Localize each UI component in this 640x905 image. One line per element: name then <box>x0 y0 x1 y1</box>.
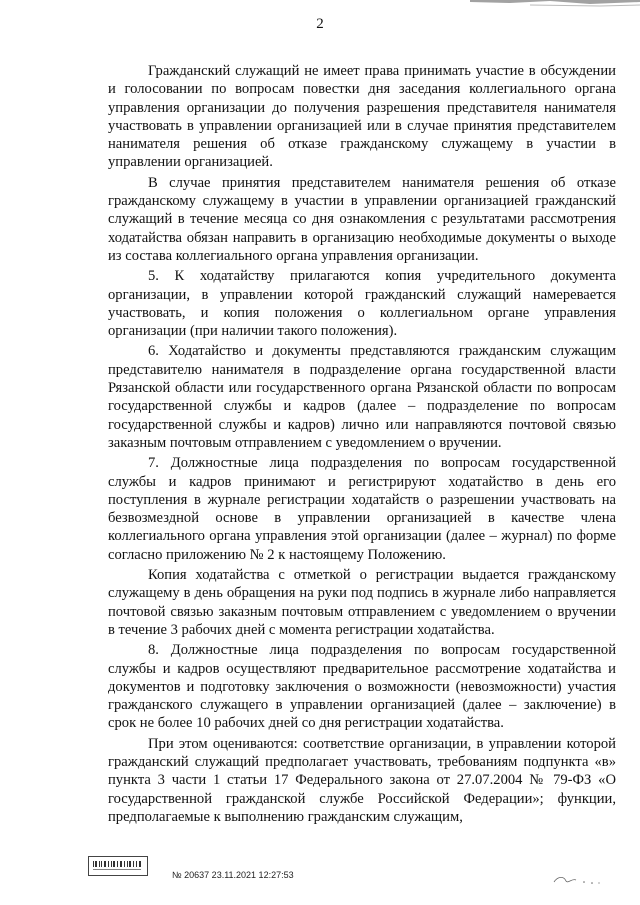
paragraph: Гражданский служащий не имеет права принимать участие в обсуждении и голосовании по вопросам повестки дня заседания коллегиального органа управления организации до получения разрешения представителя нанимателя участвовать в управлении организацией или в случае принятия представителем нанимателя решения об отказе гражданскому служащему в участии в управлении организацией. <box>108 63 616 171</box>
handwritten-mark <box>552 872 604 888</box>
paragraph: 7. Должностные лица подразделения по вопросам государственной службы и кадров принимают и регистрируют ходатайство в день его поступления в журнале регистрации ходатайств о разрешении участвовать на безвозмездной основе в управлении организацией в качестве члена коллегиального органа управления этой организации (далее – журнал) по форме согласно приложению № 2 к настоящему Положению. <box>108 455 616 563</box>
barcode-stamp <box>88 856 148 876</box>
scan-edge-mark <box>470 0 640 8</box>
paragraph: В случае принятия представителем нанимателя решения об отказе гражданскому служащему в участии в управлении организацией гражданский служащий в течение месяца со дня ознакомления с результатами рассмотрения ходатайства обязан направить в организацию необходимые документы о выходе из состава коллегиального органа управления организации. <box>108 174 616 264</box>
paragraph: Копия ходатайства с отметкой о регистрации выдается гражданскому служащему в день обращения на руки под подпись в журнале либо направляется почтовой связью заказным почтовым отправлением с уведомлением о вручении в течение 3 рабочих дней с момента регистрации ходатайства. <box>108 567 616 638</box>
paragraph: 5. К ходатайству прилагаются копия учредительного документа организации, в управлении которой гражданский служащий намеревается участвовать, и копия положения о коллегиальном органе управления организации (при наличии такого положения). <box>108 268 616 340</box>
page-number: 2 <box>316 16 324 32</box>
registration-line: № 20637 23.11.2021 12:27:53 <box>172 870 294 880</box>
paragraph: При этом оцениваются: соответствие организации, в управлении которой гражданский служащий предполагает участвовать, требованиям подпункта «в» пункта 3 части 1 статьи 17 Федерального закона от 27.07.2004 № 79-ФЗ «О государственной гражданской службе Российской Федерации»; функции, предполагаемые к выполнению гражданским служащим, <box>108 735 616 825</box>
paragraph: 8. Должностные лица подразделения по вопросам государственной службы и кадров осуществляют предварительное рассмотрение ходатайства и документов и подготовку заключения о возможности (невозможности) участия гражданского служащего в управлении организацией (далее – заключение) в срок не более 10 рабочих дней со дня регистрации ходатайства. <box>108 642 616 732</box>
paragraph: 6. Ходатайство и документы представляются гражданским служащим представителю нанимателя в подразделение органа государственной власти Рязанской области или государственного органа Рязанской области по вопросам государственной службы и кадров (далее – подразделение по вопросам государственной службы и кадров) лично или направляются почтовой связью заказным почтовым отправлением с уведомлением о вручении. <box>108 343 616 451</box>
document-body <box>108 62 616 826</box>
barcode-icon <box>91 858 145 874</box>
